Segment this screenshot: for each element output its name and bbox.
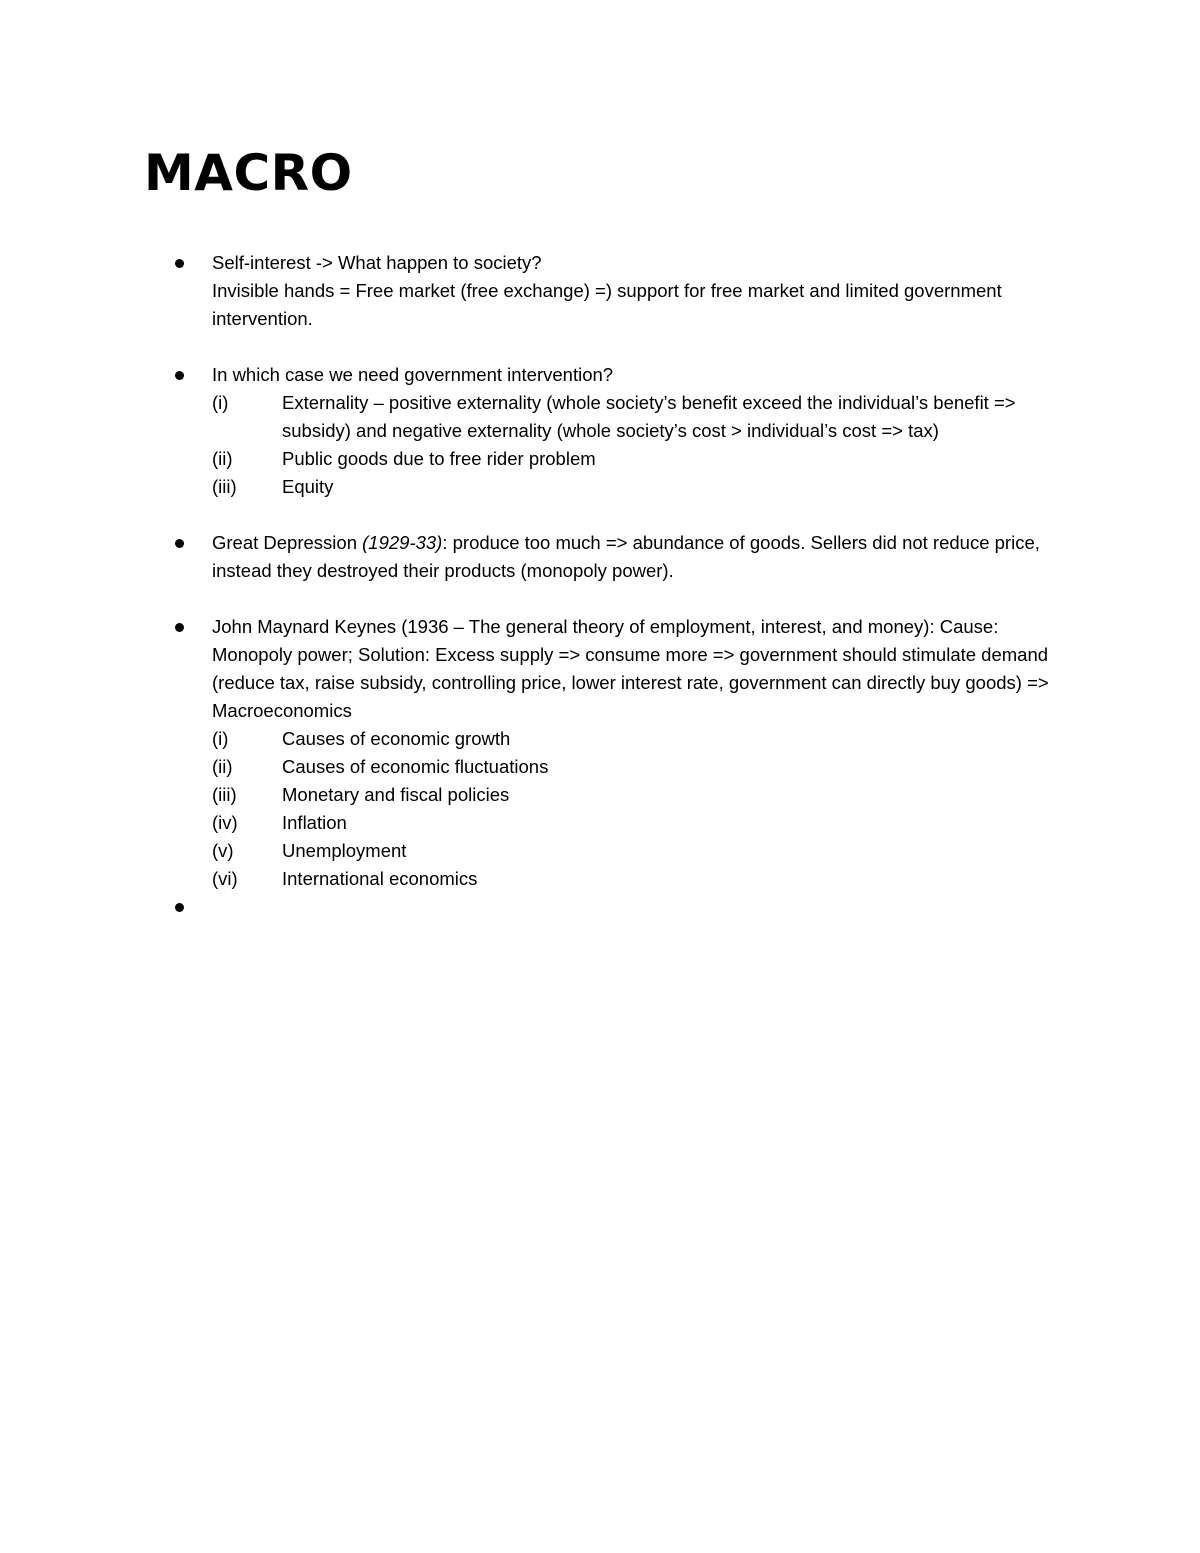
bullet-item-empty (0, 893, 1060, 921)
numbered-subitem (212, 725, 1060, 753)
bullet-item-government-intervention (0, 361, 1060, 501)
subitem-number: (vi) (212, 868, 238, 889)
bullet-item-great-depression (0, 529, 1060, 585)
subitem-number: (i) (212, 728, 229, 749)
numbered-subitem (212, 473, 1060, 501)
years-italic: (1929-33) (362, 532, 443, 553)
subitem-text: Unemployment (282, 840, 407, 861)
numbered-subitem (212, 865, 1060, 893)
subitem-text: Causes of economic growth (282, 728, 511, 749)
bullet-dot-icon (175, 903, 184, 912)
subitem-text: Externality – positive externality (whole society’s benefit exceed the individual’s benefit => subsidy) and negative externality (whole society’s cost > individual’s cost => tax) (282, 392, 1016, 441)
subitem-number: (iv) (212, 812, 238, 833)
subitem-number: (i) (212, 392, 229, 413)
subitem-number: (v) (212, 840, 234, 861)
bullet-dot-icon (175, 371, 184, 380)
numbered-subitem (212, 389, 1060, 445)
bullet-text: John Maynard Keynes (1936 – The general theory of employment, interest, and money): Cause: Monopoly power; Solution: Excess supply => consume more => government should stimulate demand (reduce tax, raise subsidy, controlling price, lower interest rate, government can directly buy goods) => Macroeconomics (212, 616, 1049, 721)
numbered-subitem (212, 753, 1060, 781)
bullet-dot-icon (175, 623, 184, 632)
subitem-text: Monetary and fiscal policies (282, 784, 510, 805)
bullet-text: Great Depression (212, 532, 363, 553)
bullet-item-keynes (0, 613, 1060, 893)
numbered-subitem (212, 781, 1060, 809)
subitem-text: Inflation (282, 812, 347, 833)
subitem-text: Public goods due to free rider problem (282, 448, 596, 469)
bullet-dot-icon (175, 259, 184, 268)
numbered-subitem (212, 809, 1060, 837)
numbered-subitem (212, 445, 1060, 473)
subitem-text: International economics (282, 868, 478, 889)
bullet-dot-icon (175, 539, 184, 548)
document-title: MACRO (144, 144, 353, 202)
subitem-number: (iii) (212, 784, 237, 805)
bullet-text: Invisible hands = Free market (free exchange) =) support for free market and limited government intervention. (212, 280, 1002, 329)
subitem-text: Causes of economic fluctuations (282, 756, 549, 777)
bullet-list (0, 249, 1200, 921)
bullet-text: In which case we need government intervention? (212, 364, 614, 385)
subitem-number: (ii) (212, 448, 233, 469)
subitem-text: Equity (282, 476, 334, 497)
subitem-number: (iii) (212, 476, 237, 497)
bullet-text: Self-interest -> What happen to society? (212, 252, 542, 273)
numbered-subitem (212, 837, 1060, 865)
bullet-text: : produce too much => abundance of goods. Sellers did not reduce price, instead they destroyed their products (monopoly power). (212, 532, 1040, 581)
bullet-item-self-interest (0, 249, 1060, 333)
subitem-number: (ii) (212, 756, 233, 777)
